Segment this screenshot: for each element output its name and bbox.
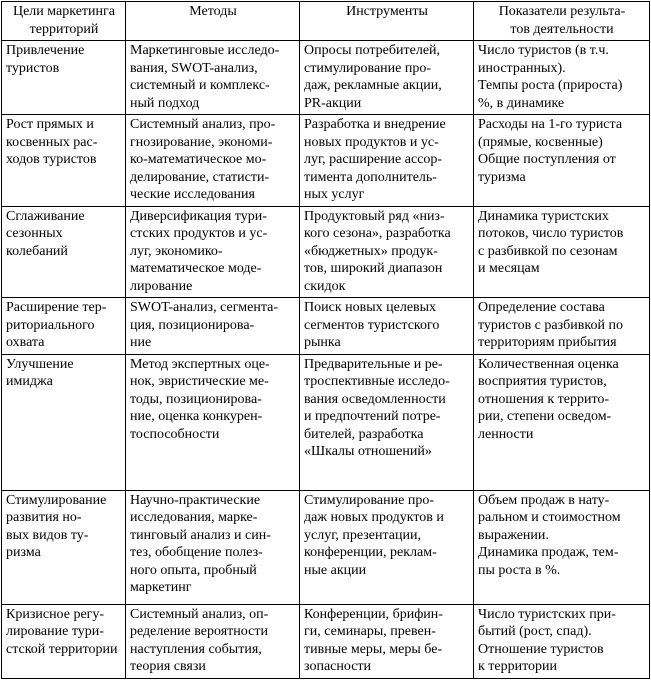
cell-line: наступления события, [130,641,262,657]
header-tools [300,2,474,41]
cell-line: ральном и стоимостном [478,510,621,525]
cell-line: Динамика туристских [478,208,609,224]
cell-line: троспективные исследо- [304,374,450,389]
cell-line: ного опыта, пробный [130,562,257,578]
cell-line: Рост прямых и [6,117,94,132]
cell-line: ко-математическое мо- [130,152,267,167]
cell-methods [126,298,300,355]
cell-line: ризма [6,545,41,560]
cell-methods [126,604,300,678]
header-line: тов деятельности [510,21,614,37]
cell-line: ходов туристов [6,152,97,167]
cell-line: выражении. [478,527,549,543]
cell-line: Конференции, брифин- [304,606,443,622]
cell-tools [300,354,474,490]
cell-line: маркетинг [130,580,192,595]
cell-line: Число туристов (в т.ч. [478,43,609,58]
cell-line: туристов с разбивкой по [478,317,623,333]
cell-line: Темпы роста (прироста) [478,78,623,93]
cell-line: скидок [304,278,346,294]
table-row [2,604,650,678]
cell-line: тез, обобщение полез- [130,545,263,560]
cell-line: исследования, марке- [130,510,258,525]
cell-line: туристов [6,60,60,76]
table-row [2,354,650,490]
table-row [2,41,650,115]
cell-indicators [474,41,650,115]
cell-methods [126,41,300,115]
cell-line: PR-акции [304,95,362,111]
table-header [2,2,650,41]
header-goals [2,2,126,41]
cell-line: конференции, реклам- [304,545,437,560]
cell-line: тоспособности [130,426,220,442]
cell-line: рынка [304,335,341,350]
cell-methods [126,490,300,604]
header-line: Цели маркетинга [12,4,115,19]
cell-line: и месяцам [478,261,540,276]
cell-line: бителей, разработка [304,426,424,442]
cell-line: Стимулирование [6,492,107,508]
table-body [2,41,650,679]
cell-line: сезонных [6,226,63,241]
cell-line: пы роста в %. [478,562,561,578]
cell-line: Динамика продаж, тем- [478,545,619,560]
cell-tools [300,604,474,678]
header-line: Инструменты [346,4,428,19]
cell-line: имиджа [6,374,53,389]
cell-line: Число туристских при- [478,606,616,622]
cell-line: тинговый анализ и син- [130,527,271,543]
cell-line: ленности [478,426,534,442]
cell-line: тивные меры, меры бе- [304,641,443,657]
cell-line: ги, семинары, превен- [304,624,436,639]
cell-line: и предпочтений потре- [304,409,441,424]
cell-line: %, в динамике [478,95,565,111]
cell-line: сегментов туристского [304,317,440,333]
cell-line: вания, SWOT-анализ, [130,60,258,76]
header-indicators [474,2,650,41]
cell-goal [2,354,126,490]
cell-line: Отношение туристов [478,641,604,657]
cell-tools [300,298,474,355]
header-row [2,2,650,41]
header-line: Методы [189,4,237,19]
cell-line: даж новых продуктов и [304,510,444,525]
cell-goal [2,298,126,355]
cell-line: Улучшение [6,356,74,372]
cell-indicators [474,298,650,355]
cell-line: потоков, число туристов [478,226,624,241]
cell-line: охвата [6,335,45,350]
cell-line: Разработка и внедрение [304,117,446,132]
cell-line: лирование тури- [6,624,104,639]
cell-line: ределение вероятности [130,624,268,639]
cell-line: восприятия туристов, [478,374,607,389]
cell-line: Предварительные и ре- [304,356,443,372]
cell-tools [300,206,474,298]
cell-indicators [474,115,650,207]
cell-line: делирование, статисти- [130,169,270,185]
cell-line: тов, широкий диапазон [304,261,443,276]
cell-goal [2,206,126,298]
cell-line: ных услуг [304,187,365,202]
cell-line: бытий (рост, спад). [478,624,592,639]
cell-line: Диверсификация тури- [130,208,267,224]
cell-methods [126,354,300,490]
cell-line: Системный анализ, оп- [130,606,269,622]
cell-tools [300,490,474,604]
cell-line: стских продуктов и ус- [130,226,268,241]
cell-line: Маркетинговые исследо- [130,43,280,58]
cell-goal [2,41,126,115]
cell-line: нок, эвристические ме- [130,374,269,389]
cell-methods [126,115,300,207]
cell-line: «бюджетных» продук- [304,243,438,259]
cell-line: Системный анализ, про- [130,117,276,132]
cell-line: Расходы на 1-го туриста [478,117,623,132]
cell-tools [300,115,474,207]
cell-line: стской территории [6,641,118,657]
cell-line: Опросы потребителей, [304,43,441,58]
cell-line: ция, позиционирова- [130,317,255,333]
cell-line: тоды, позиционирова- [130,391,262,407]
cell-tools [300,41,474,115]
table-row [2,490,650,604]
cell-line: стимулирование про- [304,60,432,76]
marketing-goals-table [1,1,650,679]
cell-indicators [474,354,650,490]
cell-goal [2,115,126,207]
cell-line: Количественная оценка [478,356,619,372]
cell-line: луг, экономико- [130,243,223,259]
cell-line: услуг, презентации, [304,527,421,543]
cell-goal [2,604,126,678]
cell-line: ческие исследования [130,187,255,202]
cell-line: ный подход [130,95,200,111]
cell-line: даж, рекламные акции, [304,78,442,93]
cell-line: Продуктовый ряд «низ- [304,208,445,224]
cell-line: гнозирование, экономи- [130,134,273,150]
cell-line: кого сезона», разработка [304,226,451,241]
cell-line: вых видов ту- [6,527,89,543]
cell-line: риториального [6,317,95,333]
cell-line: «Шкалы отношений» [304,444,432,459]
cell-line: Научно-практические [130,492,261,508]
cell-line: Стимулирование про- [304,492,434,508]
cell-indicators [474,490,650,604]
cell-line: колебаний [6,243,68,259]
cell-goal [2,490,126,604]
cell-line: развития но- [6,510,82,525]
cell-line: теория связи [130,659,206,674]
cell-line: (прямые, косвенные) [478,134,603,150]
table-row [2,206,650,298]
cell-line: Общие поступления от [478,152,616,167]
cell-line: Привлечение [6,43,85,58]
cell-indicators [474,206,650,298]
cell-line: лирование [130,278,193,294]
cell-line: косвенных рас- [6,134,98,150]
cell-line: к территории [478,659,558,674]
cell-line: Сглаживание [6,208,85,224]
table-row [2,298,650,355]
header-methods [126,2,300,41]
header-line: территорий [29,21,99,37]
cell-line: с разбивкой по сезонам [478,243,618,259]
table-row [2,115,650,207]
cell-line: Расширение тер- [6,300,107,315]
cell-line: зопасности [304,659,372,674]
cell-line: туризма [478,169,526,185]
cell-line: территориям прибытия [478,335,617,350]
cell-line: вания осведомленности [304,391,446,407]
cell-indicators [474,604,650,678]
cell-line: тимента дополнитель- [304,169,437,185]
cell-line: Объем продаж в нату- [478,492,610,508]
cell-line: математическое моде- [130,261,262,276]
cell-line: Кризисное регу- [6,606,105,622]
cell-line: ные акции [304,562,367,578]
cell-line: луг, расширение ассор- [304,152,443,167]
cell-line: ние, оценка конкурен- [130,409,263,424]
cell-line: Поиск новых целевых [304,300,437,315]
cell-line: иностранных). [478,60,566,76]
cell-line: SWOT-анализ, сегмента- [130,300,278,315]
cell-line: ние [130,335,152,350]
cell-line: Определение состава [478,300,605,315]
header-line: Показатели результа- [498,4,626,19]
cell-methods [126,206,300,298]
cell-line: новых продуктов и ус- [304,134,439,150]
cell-line: системный и комплекс- [130,78,270,93]
cell-line: отношения к террито- [478,391,610,407]
cell-line: Метод экспертных оце- [130,356,270,372]
cell-line: рии, степени осведом- [478,409,612,424]
